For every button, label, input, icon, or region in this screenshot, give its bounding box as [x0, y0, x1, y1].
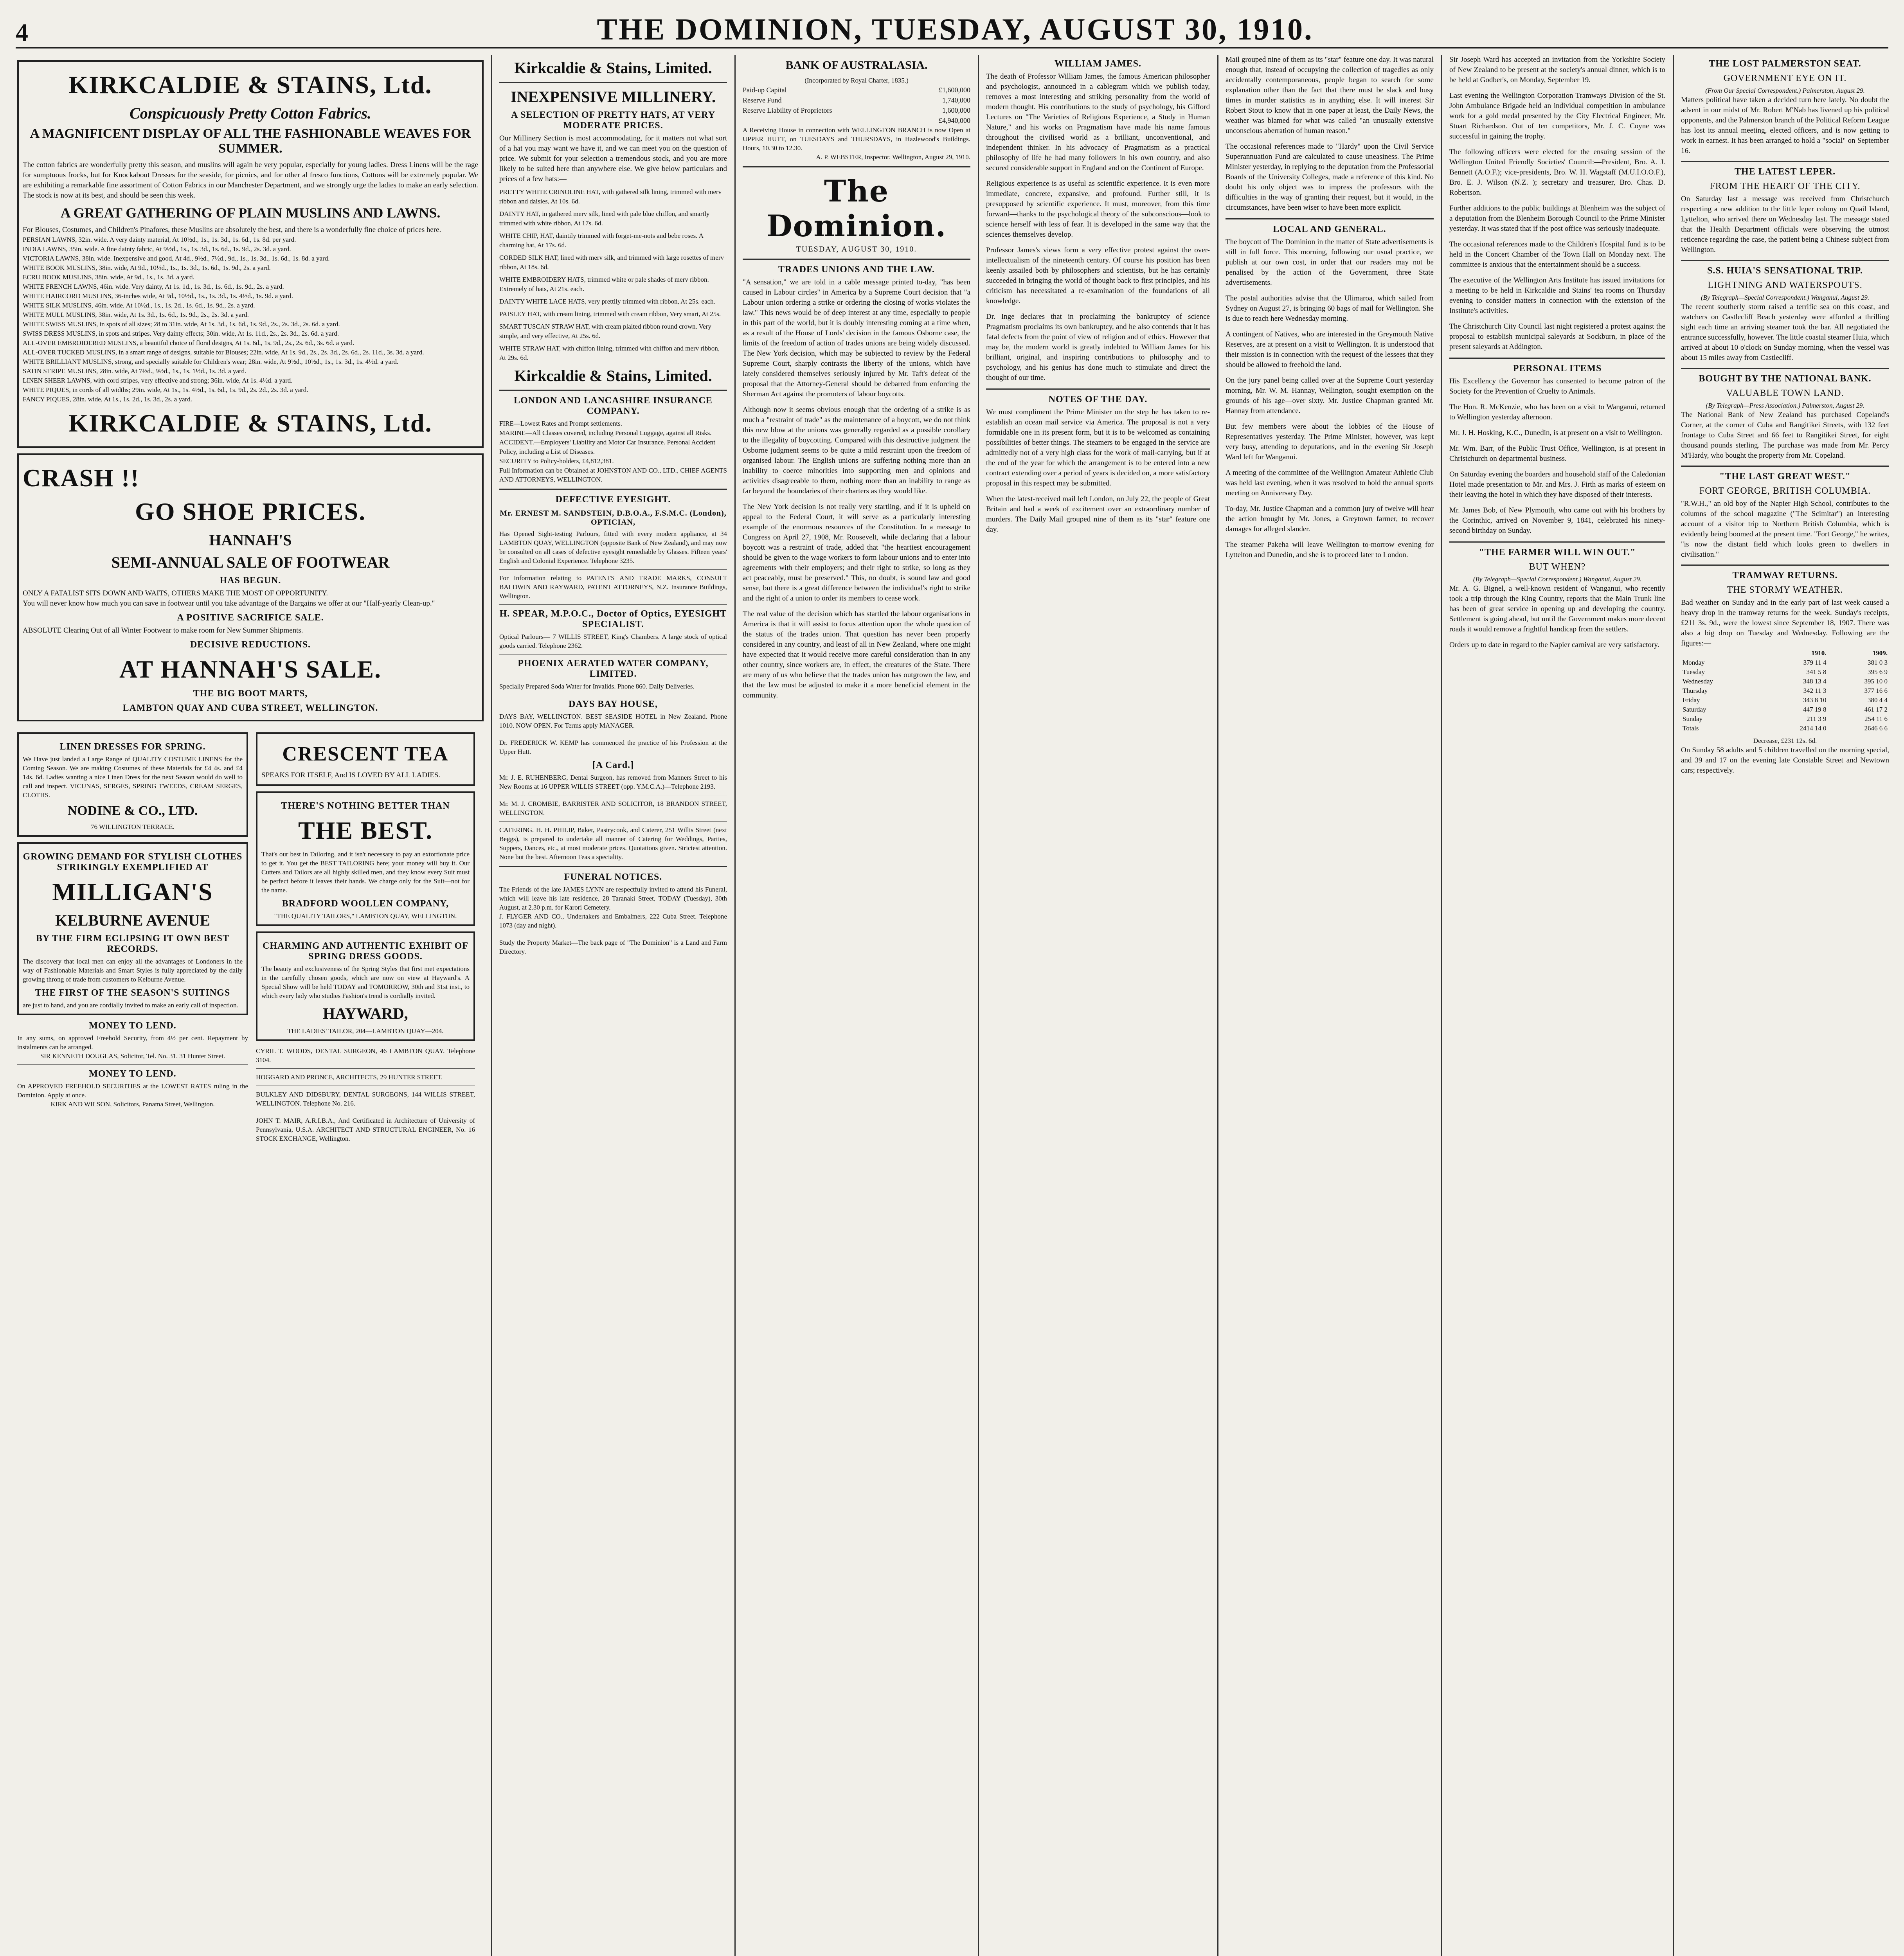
notes-body — [986, 407, 1210, 535]
price-line: WHITE BRILLIANT MUSLINS, strong, and specially suitable for Children's wear; 28in. wide, At 9½d., 10½d., 1s., 1s. 3d., 1s. 4½d. a yard. — [23, 358, 399, 365]
ruhenberg: Mr. J. E. RUHENBERG, Dental Surgeon, has removed from Manners Street to his New Rooms at 16 UPPER WILLIS STREET (opp. Y.M.C.A.)—Telephone 2193. — [499, 774, 727, 790]
hat-item: PRETTY WHITE CRINOLINE HAT, with gathered silk lining, trimmed with merv ribbon and daisies, At 10s. 6d. — [499, 188, 722, 205]
paragraph: Although now it seems obvious enough that the ordering of a strike is as much a "restraint of trade" as the maintenance of a boycott, we do not think this new blow at the unions was generally regarded as a possible corollary to the illegality of boycotting. Compared with this destructive judgment the Osborne judgment seems to be quite a mild restraint upon the freedom of organised labour. The English unions are suffering nothing more than an inability to coerce minorities into supporting men and opinions and activities disagreeable to them, nothing more than an inability to range as far beyond the boundaries of their charters as they would like. — [743, 406, 970, 495]
tram-sub: THE STORMY WEATHER. — [1727, 585, 1843, 595]
hayward-name: HAYWARD, — [323, 1005, 408, 1022]
paragraph: Sir Joseph Ward has accepted an invitation from the Yorkshire Society of New Zealand to be present at the society's annual dinner, which is to be held at Godber's, on Monday, September 19. — [1449, 56, 1665, 84]
bank-purchase-sub: VALUABLE TOWN LAND. — [1726, 388, 1844, 398]
millinery-firm-footer: Kirkcaldie & Stains, Limited. — [514, 367, 712, 385]
column-7 — [1675, 55, 1895, 1956]
first-body: are just to hand, and you are cordially invited to make an early call of inspection. — [23, 1001, 238, 1009]
kelburne: KELBURNE AVENUE — [55, 911, 211, 929]
insurance-heading: LONDON AND LANCASHIRE INSURANCE COMPANY. — [514, 396, 713, 416]
divider — [499, 821, 727, 822]
linen-body: We Have just landed a Large Range of QUALITY COSTUME LINENS for the Coming Season. We are making Costumes of these Materials for £4 4s. and £4 14s. 6d. Ladies wanting a nice Linen Dress for the next Season would do well to call and inspect. VICUNAS, SERGES, SPRING TWEEDS, CREAM SERGES, CLOTHS. — [23, 755, 243, 799]
column-5 — [1220, 55, 1439, 1956]
bank-row: Paid-up Capital £1,600,000 — [743, 86, 970, 94]
divider — [1681, 161, 1889, 162]
bradford-ad — [256, 791, 475, 926]
edition-date: TUESDAY, AUGUST 30, 1910. — [796, 245, 917, 253]
paragraph: Mr. Wm. Barr, of the Public Trust Office, Wellington, is at present in Christchurch on departmental business. — [1449, 444, 1665, 463]
price-line: ECRU BOOK MUSLINS, 38in. wide, At 9d., 1s., 1s. 3d. a yard. — [23, 273, 194, 281]
column-1-advertisements — [12, 55, 489, 1956]
divider — [256, 1068, 475, 1069]
price-line: WHITE HAIRCORD MUSLINS, 36-inches wide, At 9d., 10½d., 1s., 1s. 3d., 1s. 4½d., 1s. 9d. a yard. — [23, 292, 293, 300]
kirk-wilson: KIRK AND WILSON, Solicitors, Panama Street, Wellington. — [50, 1100, 215, 1108]
paragraph: Mail grouped nine of them as its "star" feature one day. It was natural enough that, instead of occupying the collection of tragedies as only accidentally contemporaneous, people began to search for some explanation other than the fact that there must be slack and busy times in murder statistics as in anything else. It will interest Sir Robert Stout to know that in one paper at least, the Daily News, the weather was blamed for what was called "an unusually extensive unconscious aberration of human reason." — [1226, 56, 1434, 135]
paragraph: Mr. James Bob, of New Plymouth, who came out with his brothers by the Corinthic, arrived on November 9, 1841, celebrated his ninety-second birthday on Sunday. — [1449, 506, 1665, 535]
insurance-item: FIRE—Lowest Rates and Prompt settlements. — [499, 420, 622, 427]
leader-heading: TRADES UNIONS AND THE LAW. — [778, 264, 935, 275]
james-heading: WILLIAM JAMES. — [1054, 59, 1142, 69]
bradford-sub: "THE QUALITY TAILORS," LAMBTON QUAY, WELLINGTON. — [274, 912, 457, 920]
millinery-intro: Our Millinery Section is most accommodating, for it matters not what sort of a hat you may want we have it, and we can meet you on the question of price. We submit for your selection a tremendous stock, and you are more likely to be suited here than anywhere else. We give below particulars and prices of a few hats:— — [499, 134, 727, 183]
table-row: Wednesday 348 13 4 395 10 0 — [1683, 678, 1888, 685]
huia-body: The recent southerly storm raised a terrific sea on this coast, and watchers on Castlecliff Beach yesterday were afforded a thrilling sight each time an arriving steamer took the bar. All negotiated the entrance successfully, however. The little coastal steamer Huia, which arrived at about 10 o'clock on Sunday morning, when the vessel was about 15 miles away from Castlecliff. — [1681, 303, 1889, 362]
divider — [499, 569, 727, 570]
west-body: "R.W.H.," an old boy of the Napier High School, contributes to the columns of the school magazine ("The Scimitar") an interesting account of a visitor trip to Northern British Columbia, which is evidently being boomed at the present time. "Fort George," he writes, "is now the distant field which looks green to dwellers in civilisation." — [1681, 500, 1889, 559]
best-body: That's our best in Tailoring, and it isn't necessary to pay an extortionate price to get it. You get the BEST TAILORING here; your money will buy it. Our Cutters and Tailors are all highly skilled men, and they know every Suit must be perfect before it leaves their hands. We charge only for the Suit—not for the name. — [261, 850, 470, 894]
price-line: WHITE BOOK MUSLINS, 38in. wide, At 9d., 10½d., 1s., 1s. 3d., 1s. 6d., 1s. 9d., 2s. a yard. — [23, 264, 271, 271]
kemp: Dr. FREDERICK W. KEMP has commenced the practice of his Profession at the Upper Hutt. — [499, 739, 727, 755]
insurance-item: MARINE—All Classes covered, including Personal Luggage, against all Risks. — [499, 429, 712, 437]
douglas: SIR KENNETH DOUGLAS, Solicitor, Tel. No. 31. 31 Hunter Street. — [40, 1052, 225, 1060]
farmer-heading: "THE FARMER WILL WIN OUT." — [1479, 547, 1636, 557]
column-rule — [491, 55, 492, 1956]
price-line: LINEN SHEER LAWNS, with cord stripes, very effective and strong; 36in. wide, At 1s. 4½d. a yard. — [23, 377, 293, 384]
divider — [986, 388, 1210, 390]
table-row: Sunday 211 3 9 254 11 6 — [1683, 715, 1888, 723]
divider — [499, 489, 727, 490]
bulkley-didsbury: BULKLEY AND DIDSBURY, DENTAL SURGEONS, 144 WILLIS STREET, WELLINGTON. Telephone No. 216. — [256, 1091, 475, 1107]
millinery-heading: INEXPENSIVE MILLINERY. — [511, 88, 716, 106]
divider — [499, 866, 727, 867]
eyesight-heading: DEFECTIVE EYESIGHT. — [555, 494, 671, 505]
divider — [499, 604, 727, 605]
tram-body: Bad weather on Sunday and in the early part of last week caused a heavy drop in the tramway returns for the week. Sunday's receipts, £211 3s. 9d., were the lowest since September 18, 1907. There was also a big drop on Tuesday and Wednesday. Following are the figures:— — [1681, 599, 1889, 647]
display-heading: A MAGNIFICENT DISPLAY OF ALL THE FASHIONABLE WEAVES FOR SUMMER. — [30, 126, 471, 156]
paragraph: The real value of the decision which has startled the labour organisations in America is that it will assist to focus attention upon the whole question of the status of the trades union. That question has never been properly considered in any country, and least of all in New Zealand, where one might have expected that it would receive more careful consideration than in any other country, since workers are, in effect, the creatures of the State. There are many of us who believe that the trades union has outgrown the law, and that the law must be adjusted to make it a more beneficial element in the community. — [743, 610, 970, 699]
divider — [17, 1064, 248, 1065]
price-line: FANCY PIQUES, 28in. wide, At 1s., 1s. 2d., 1s. 3d., 2s. a yard. — [23, 396, 193, 403]
divider — [743, 259, 970, 260]
john-mair: JOHN T. MAIR, A.R.I.B.A., And Certificated in Architecture of University of Pennsylvania, U.S.A. ARCHITECT AND STRUCTURAL ENGINEER, No. 16 STOCK EXCHANGE, Wellington. — [256, 1117, 475, 1142]
firm-eclipsing: BY THE FIRM ECLIPSING IT OWN BEST RECORDS. — [36, 933, 229, 954]
paragraph: We must compliment the Prime Minister on the step he has taken to re-establish an ocean mail service via America. The proposal is not a very formidable one in its present form, but it is to be welcomed as containing possibilities of better things. The steamers to be engaged in the service are admittedly not of a very high class for the work of mail-carrying, but if at the end of the year for which the arrangement is to be entered into a new contract extending over a period of years is decided on, a more satisfactory proposal in this respect may be submitted. — [986, 408, 1210, 487]
table-row: Totals 2414 14 0 2646 6 6 — [1683, 725, 1888, 732]
best-small: THERE'S NOTHING BETTER THAN — [281, 801, 450, 811]
notes-continued — [1226, 55, 1434, 213]
charming-body: The beauty and exclusiveness of the Spring Styles that first met expectations in the carefully chosen goods, which are now on view at Hayward's. A Special Show will be held TODAY and TOMORROW, 30th and 31st inst., to which every lady who studies Fashion's trend is cordially invited. — [261, 965, 470, 1000]
patents: For Information relating to PATENTS AND TRADE MARKS, CONSULT BALDWIN AND RAYWARD, PATENT ATTORNEYS, N.Z. Insurance Buildings, Wellington. — [499, 574, 727, 600]
insurance-info: Full Information can be Obtained at JOHNSTON AND CO., LTD., CHIEF AGENTS AND ATTORNEYS, WELLINGTON. — [499, 467, 727, 483]
bank-capital-table — [743, 85, 970, 126]
divider — [1449, 358, 1665, 359]
sandstein-body: Has Opened Sight-testing Parlours, fitted with every modern appliance, at 34 LAMBTON QUAY, WELLINGTON (opposite Bank of New Zealand), and may now be consulted on all cases of defective eyesight remediable by Glasses. Fifteen years' English and Colonial Experience. Telephone 3235. — [499, 530, 727, 565]
hannah-sale-title: SEMI-ANNUAL SALE OF FOOTWEAR — [111, 554, 390, 571]
james-body — [986, 72, 1210, 383]
paragraph: Last evening the Wellington Corporation Tramways Division of the St. John Ambulance Brigade held an individual competition in ambulance work for a gold medal presented by the City Electrical Engineer, Mr. Stuart Richardson. Out of ten competitors, Mr. J. C. Coyne was successful in gaining the trophy. — [1449, 92, 1665, 140]
money-2-body: On APPROVED FREEHOLD SECURITIES at the LOWEST RATES ruling in the Dominion. Apply at once. — [17, 1082, 248, 1099]
paragraph: On the jury panel being called over at the Supreme Court yesterday morning, Mr. W. M. Hannay, Wellington, sought exemption on the grounds of his age—over sixty. Mr. Justice Chapman granted Mr. Hannay from attendance. — [1226, 376, 1434, 415]
hoggard-pronce: HOGGARD AND PRONCE, ARCHITECTS, 29 HUNTER STREET. — [256, 1073, 443, 1081]
paragraph: Further additions to the public buildings at Blenheim was the subject of a deputation from the Blenheim Borough Council to the Prime Minister yesterday. It was stated that if the post office was seriously inadequate. — [1449, 204, 1665, 233]
paragraph: The New York decision is not really very startling, and if it is upheld on appeal to the Federal Court, it will serve as a particularly interesting example of the enormous resources of the Constitution. In a message to Congress on April 27, 1908, Mr. Roosevelt, while declaring that a labour boycott was a restraint of trade, added that "the heartiest encouragement should be given to the wage workers to form labour unions and to enter into agreements with their employers; and their right to strike, so long as they act peaceably, must be preserved." This, no doubt, is sound law and good sense, but there is a great difference between the individual's right to strike and the right of a union to order its members to cease work. — [743, 503, 970, 602]
divider — [1681, 565, 1889, 566]
paragraph: The Christchurch City Council last night registered a protest against the proposal to establish municipal saleyards at Sockburn, in place of the present saleyards at Addington. — [1449, 322, 1665, 351]
funeral-body: The Friends of the late JAMES LYNN are respectfully invited to attend his Funeral, which will leave his late residence, 28 Taranaki Street, TODAY (Tuesday), 30th August, at 2.30 p.m. for Karori Cemetery. — [499, 886, 727, 911]
divider — [499, 390, 727, 391]
lost-heading: THE LOST PALMERSTON SEAT. — [1709, 59, 1861, 69]
hannah-body-4: ABSOLUTE Clearing Out of all Winter Footwear to make room for New Summer Shipments. — [23, 626, 303, 635]
paragraph: The steamer Pakeha will leave Wellington to-morrow evening for Lyttelton and Dunedin, and she is to proceed later to London. — [1226, 541, 1434, 559]
price-line: INDIA LAWNS, 35in. wide. A fine dainty fabric, At 9½d., 1s., 1s. 3d., 1s. 6d., 1s. 9d., 2s. 3d. a yard. — [23, 245, 291, 253]
crescent-tea-ad — [256, 732, 475, 786]
milligan-body: The discovery that local men can enjoy all the advantages of Londoners in the way of Fashionable Materials and Smart Styles is fully appreciated by the daily growing throng of trade from customers to Kelburne Avenue. — [23, 958, 243, 983]
spear-body: Optical Parlours— 7 WILLIS STREET, King's Chambers. A large stock of optical goods carried. Telephone 2362. — [499, 633, 727, 649]
masthead — [16, 12, 1888, 49]
linen-dresses-ad — [17, 732, 248, 837]
hannah-address: LAMBTON QUAY AND CUBA STREET, WELLINGTON. — [122, 703, 378, 713]
milligan-ad — [17, 842, 248, 1015]
hat-item: DAINTY HAT, in gathered merv silk, lined with pale blue chiffon, and smartly trimmed with white ribbon, At 17s. 6d. — [499, 210, 710, 227]
phoenix-body: Specially Prepared Soda Water for Invalids. Phone 860. Daily Deliveries. — [499, 683, 695, 690]
hannah-marts: THE BIG BOOT MARTS, — [193, 689, 308, 699]
hat-item: DAINTY WHITE LACE HATS, very prettily trimmed with ribbon, At 25s. each. — [499, 298, 715, 305]
paragraph: The Hon. R. McKenzie, who has been on a visit to Wanganui, returned to Wellington yesterday afternoon. — [1449, 403, 1665, 421]
paragraph: The following officers were elected for the ensuing session of the Wellington United Friendly Societies' Council:—President, Bro. A. J. Bennett (A.O.F.); vice-presidents, Bro. W. H. Wagstaff (M.U.I.O.O.F.), Bro. E. J. Wilson (N.Z. ); secretary and treasurer, Bro. Chas. D. Robertson. — [1449, 148, 1665, 197]
tram-tail: On Sunday 58 adults and 5 children travelled on the morning special, and 39 and 17 on the evening late Constable Street and Newtown cars; respectively. — [1681, 746, 1889, 775]
divider — [1681, 368, 1889, 369]
column-rule — [734, 55, 736, 1956]
paragraph: Dr. Inge declares that in proclaiming the bankruptcy of science Pragmatism proclaims its own bankruptcy, and he also contends that it has fatal defects from the point of view of religion and of ethics. However that may be, the modern world is greatly indebted to William James for his brilliant, original, and inspiring contributions to philosophy and to psychology, and his genius has done much to stimulate and direct the thought of our time. — [986, 313, 1210, 382]
leader-body — [743, 277, 970, 701]
growing-demand: GROWING DEMAND FOR STYLISH CLOTHES STRIKINGLY EXEMPLIFIED AT — [23, 852, 243, 872]
money-to-lend-2: MONEY TO LEND. — [89, 1069, 176, 1079]
price-line: WHITE FRENCH LAWNS, 46in. wide. Very dainty, At 1s. 1d., 1s. 3d., 1s. 6d., 1s. 9d., 2s. a yard. — [23, 283, 284, 290]
leper-sub: FROM THE HEART OF THE CITY. — [1710, 181, 1861, 191]
study-property: Study the Property Market—The back page of "The Dominion" is a Land and Farm Directory. — [499, 939, 727, 955]
price-line: SATIN STRIPE MUSLINS, 28in. wide, At 7½d., 9½d., 1s., 1s. 1½d., 1s. 3d. a yard. — [23, 367, 247, 375]
bank-row: Reserve Fund 1,740,000 — [743, 96, 970, 104]
price-line: WHITE SWISS MUSLINS, in spots of all sizes; 28 to 31in. wide, At 1s. 3d., 1s. 6d., 1s. 9d., 2s., 2s. 3d., 2s. 6d. a yard. — [23, 320, 340, 328]
hat-item: PAISLEY HAT, with cream lining, trimmed with cream ribbon, Very smart, At 25s. — [499, 310, 721, 318]
firm-name: KIRKCALDIE & STAINS, Ltd. — [68, 71, 432, 99]
divider — [499, 82, 727, 83]
bank-sign: A. P. WEBSTER, Inspector. Wellington, August 29, 1910. — [816, 153, 970, 161]
best-big: THE BEST. — [298, 816, 433, 844]
huia-byline: (By Telegraph—Special Correspondent.) Wanganui, August 29. — [1701, 294, 1870, 301]
crombie: Mr. M. J. CROMBIE, BARRISTER AND SOLICITOR, 18 BRANDON STREET, WELLINGTON. — [499, 800, 727, 816]
insurance-item: SECURITY to Policy-holders, £4,812,381. — [499, 457, 614, 465]
paragraph: To-day, Mr. Justice Chapman and a common jury of twelve will hear the action brought by Mr. Jones, a Greytown farmer, to recover damages for alleged slander. — [1226, 505, 1434, 533]
page-number: 4 — [16, 18, 28, 46]
hat-item: WHITE EMBROIDERY HATS, trimmed white or pale shades of merv ribbon. Extremely of hats, At 21s. each. — [499, 276, 709, 293]
paragraph: "A sensation," we are told in a cable message printed to-day, "has been caused in Labour circles" in America by a Supreme Court decision that "a Labour union ordering a strike or ordering the closing of works violates the law." This news would be of deep interest at any time, especially to people in this part of the world, but it is doubly interesting coming at a time when, as a result of the House of Lords' decision in the famous Osborne case, the limits of the freedom of action of trades unions are being widely discussed. The New York decision, which may be subjected to review by the Federal Supreme Court, sharply contrasts the liberty of the unions, which have lately considered themselves seriously injured by Mr. Taft's defeat of the proposal that the Attorney-General should be debarred from enforcing the Sherman Act against the promoters of labour boycotts. — [743, 278, 970, 398]
farmer-sub: BUT WHEN? — [1529, 562, 1586, 572]
nodine-address: 76 WILLINGTON TERRACE. — [91, 823, 175, 831]
divider — [1681, 260, 1889, 261]
divider — [1449, 541, 1665, 543]
tram-decrease: Decrease, £231 12s. 6d. — [1753, 737, 1817, 744]
column-3 — [737, 55, 976, 1956]
hannah-begun: HAS BEGUN. — [220, 575, 281, 586]
paragraph: Mr. J. H. Hosking, K.C., Dunedin, is at present on a visit to Wellington. — [1449, 429, 1662, 437]
kirkcaldie-cotton-ad — [17, 60, 484, 448]
lost-body: Matters political have taken a decided turn here lately. No doubt the advent in our midst of Mr. Robert M'Nab has livened up his political opponents, and the Palmerston branch of the Political Reform League has lost its annual meeting, elected officers, and is now getting to work in earnest. It has been arranged to hold a "social" on September 16. — [1681, 96, 1889, 155]
paragraph: Religious experience is as useful as scientific experience. It is even more immediate, concrete, expansive, and profound. Further still, it is presupposed by scientific experience. It must, moreover, from this time forward—thanks to the psychological theory of the subconscious—look to science herself with less of fear. It is developed in the same way that the sciences themselves develop. — [986, 180, 1210, 239]
bank-purchase-heading: BOUGHT BY THE NATIONAL BANK. — [1699, 374, 1872, 384]
bradford-name: BRADFORD WOOLLEN COMPANY, — [282, 899, 449, 909]
philip-catering: CATERING. H. H. PHILIP, Baker, Pastrycook, and Caterer, 251 Willis Street (next Beggs), is prepared to undertake all manner of Catering for Weddings, Parties, Suppers, Dances, etc., at most moderate prices. Quotations given. Strictest attention. None but the best. Afternoon Teas a speciality. — [499, 826, 727, 861]
col1-split — [17, 727, 484, 1143]
price-line: WHITE PIQUES, in cords of all widths; 29in. wide, At 1s., 1s. 4½d., 1s. 6d., 1s. 9d., 2s. 2d., 2s. 3d. a yard. — [23, 386, 308, 394]
paragraph: The occasional references made to "Hardy" upon the Civil Service Superannuation Fund are calculated to cause uneasiness. The Prime Minister yesterday, in replying to the deputation from the Professorial Boards of the University Colleges, made a reference of this kind. No doubt his only object was to impress the professors with the difficulties in the way of granting their request, but it would, in the circumstances, have been wiser to have been more explicit. — [1226, 142, 1434, 212]
hat-item: CORDED SILK HAT, lined with merv silk, and trimmed with large rosettes of merv ribbon, At 18s. 6d. — [499, 254, 724, 271]
col1-right — [256, 727, 475, 1143]
paragraph: Orders up to date in regard to the Napier carnival are very satisfactory. — [1449, 641, 1659, 649]
farmer-body — [1449, 584, 1665, 650]
column-rule — [1673, 55, 1674, 1956]
hat-item: SMART TUSCAN STRAW HAT, with cream plaited ribbon round crown. Very simple, and very effective, At 25s. 6d. — [499, 323, 711, 340]
paragraph: Professor James's views form a very effective protest against the over-intellectualism of the nineteenth century. Of course his position has been keenly assailed both by philosophers and scientists, but he has certainly succeeded in bringing the world of thought back to first principles, and his criticism has necessitated a re-examination of the foundations of all knowledge. — [986, 246, 1210, 305]
lost-sub: GOVERNMENT EYE ON IT. — [1723, 73, 1847, 83]
price-line: ALL-OVER EMBROIDERED MUSLINS, a beautiful choice of floral designs, At 1s. 6d., 1s. 9d., 2s., 2s. 6d., 3s. 6d. a yard. — [23, 339, 355, 347]
millinery-sub: A SELECTION OF PRETTY HATS, AT VERY MODERATE PRICES. — [511, 110, 716, 131]
lost-byline: (From Our Special Correspondent.) Palmerston, August 29. — [1705, 87, 1865, 94]
masthead-title: THE DOMINION, TUESDAY, AUGUST 30, 1910. — [597, 12, 1314, 46]
personal-body — [1449, 376, 1665, 536]
paragraph: The executive of the Wellington Arts Institute has issued invitations for a meeting to be held in Kirkcaldie and Stains' tea rooms on Thursday evening to consider matters in connection with the extension of the Institute's activities. — [1449, 276, 1665, 315]
table-row: Thursday 342 11 3 377 16 6 — [1683, 687, 1888, 694]
local-body — [1226, 237, 1434, 560]
price-line: PERSIAN LAWNS, 32in. wide. A very dainty material, At 10½d., 1s., 1s. 3d., 1s. 6d., 1s. 8d. per yard. — [23, 236, 296, 243]
column-6 — [1444, 55, 1671, 1956]
paragraph: The postal authorities advise that the Ulimaroa, which sailed from Sydney on August 27, is bringing 60 bags of mail for Wellington. She is due to reach here Wednesday morning. — [1226, 294, 1434, 323]
crash-heading: CRASH !! — [23, 464, 140, 492]
huia-heading: S.S. HUIA'S SENSATIONAL TRIP. — [1707, 266, 1863, 276]
paragraph: The occasional references made to the Children's Hospital fund is to be held in the Concert Chamber of the Town Hall on Monday next. The committee is anxious that the entertainment should be a success. — [1449, 240, 1665, 269]
cyril-woods: CYRIL T. WOODS, DENTAL SURGEON, 46 LAMBTON QUAY. Telephone 3104. — [256, 1047, 475, 1064]
paragraph: A contingent of Natives, who are interested in the Greymouth Native Reserves, are at present on a visit to Wellington. It is understood that their mission is in connection with the request of the lessees that they should be allowed to freehold the land. — [1226, 330, 1434, 369]
charming-heading: CHARMING AND AUTHENTIC EXHIBIT OF SPRING DRESS GOODS. — [263, 941, 468, 962]
col1-left — [17, 727, 248, 1143]
notes-heading: NOTES OF THE DAY. — [1048, 394, 1148, 405]
paragraph: When the latest-received mail left London, on July 22, the people of Great Britain and had a week of excitement over an extraordinary number of murders. The Daily Mail grouped nine of them as its "star" feature one day. — [986, 495, 1210, 534]
tram-heading: TRAMWAY RETURNS. — [1732, 570, 1838, 581]
huia-sub: LIGHTNING AND WATERSPOUTS. — [1708, 280, 1863, 290]
column-4 — [981, 55, 1215, 1956]
bank-heading: BANK OF AUSTRALASIA. — [785, 59, 928, 72]
column-rule — [1217, 55, 1218, 1956]
bank-purchase-body: The National Bank of New Zealand has purchased Copeland's Corner, at the corner of Cuba and Rangitikei Streets, with 132 feet frontage to Cuba Street and 66 feet to Rangitikei Street, for eight thousand pounds sterling. The purchase was made from Mr. Percy M'Hardy, who bought the property from Mr. Copeland. — [1681, 411, 1889, 460]
tram-returns-table — [1681, 649, 1889, 733]
table-row: Monday 379 11 4 381 0 3 — [1683, 659, 1888, 666]
insurance-item: ACCIDENT.—Employers' Liability and Motor Car Insurance. Personal Accident Policy, including a List of Diseases. — [499, 439, 715, 455]
card-label: [A Card.] — [592, 760, 634, 770]
hannah-shoe-ad — [17, 453, 484, 721]
farmer-byline: (By Telegraph—Special Correspondent.) Wanganui, August 29. — [1473, 575, 1642, 583]
paragraph: His Excellency the Governor has consented to become patron of the Society for the Prevention of Cruelty to Animals. — [1449, 377, 1665, 396]
column-2 — [494, 55, 732, 1956]
divider — [1226, 218, 1434, 219]
divider — [1681, 466, 1889, 467]
bank-row: £4,940,000 — [939, 117, 970, 124]
table-header-row: 1910. 1909. — [1811, 649, 1888, 657]
column-rule — [978, 55, 979, 1956]
phoenix-name: PHOENIX AERATED WATER COMPANY, LIMITED. — [518, 658, 709, 679]
bank-purchase-byline: (By Telegraph—Press Association.) Palmerston, August 29. — [1706, 402, 1864, 409]
firm-name-footer: KIRKCALDIE & STAINS, Ltd. — [68, 409, 432, 437]
hannah-body-5: DECISIVE REDUCTIONS. — [190, 640, 311, 650]
tea-heading: CRESCENT TEA — [282, 743, 449, 765]
days-body: DAYS BAY, WELLINGTON. BEST SEASIDE HOTEL in New Zealand. Phone 1010. NOW OPEN. For Terms apply MANAGER. — [499, 713, 727, 729]
price-list — [23, 235, 478, 404]
leper-body: On Saturday last a message was received from Christchurch respecting a new addition to the little leper colony on Quail Island, Lyttelton, who arrived there on Wednesday last. The message stated that the Health Department officials were observing the utmost reticence regarding the case, the patient being a Chinese subject from Wellington. — [1681, 195, 1889, 254]
local-heading: LOCAL AND GENERAL. — [1273, 224, 1386, 234]
linen-heading: LINEN DRESSES FOR SPRING. — [59, 742, 206, 752]
personal-heading: PERSONAL ITEMS — [1513, 363, 1602, 374]
table-row: Tuesday 341 5 8 395 6 9 — [1683, 668, 1888, 676]
leper-heading: THE LATEST LEPER. — [1734, 167, 1836, 177]
muslin-heading: A GREAT GATHERING OF PLAIN MUSLINS AND LAWNS. — [60, 205, 441, 221]
paragraph: Mr. A. G. Bignel, a well-known resident of Wanganui, who recently took a trip through the King Country, reports that the Main Trunk line has been of great service in opening up and developing the country. Settlement is going ahead, but until the Government makes more decent roads it would remove a frightful handicap from the settlers. — [1449, 584, 1665, 633]
hayward-ad — [256, 931, 475, 1041]
dominion-logo: The Dominion. — [766, 174, 947, 243]
price-line: VICTORIA LAWNS, 38in. wide. Inexpensive and good, At 4d., 9½d., 7½d., 9d., 1s., 1s. 3d., 1s. 6d., 1s. 8d. a yard. — [23, 255, 330, 262]
bank-row: Reserve Liability of Proprietors 1,600,000 — [743, 106, 970, 114]
west-sub: FORT GEORGE, BRITISH COLUMBIA. — [1699, 486, 1871, 496]
spear-name: H. SPEAR, M.P.O.C., Doctor of Optics, EYESIGHT SPECIALIST. — [499, 609, 727, 629]
milligan-name: MILLIGAN'S — [52, 878, 213, 906]
masthead-spacer — [1882, 18, 1888, 47]
millinery-firm: Kirkcaldie & Stains, Limited. — [514, 59, 712, 77]
west-heading: "THE LAST GREAT WEST." — [1719, 471, 1851, 482]
sandstein-name: Mr. ERNEST M. SANDSTEIN, D.B.O.A., F.S.M.C. (London), OPTICIAN, — [500, 509, 727, 527]
hayward-sub: THE LADIES' TAILOR, 204—LAMBTON QUAY—204. — [287, 1027, 444, 1035]
bank-body: A Receiving House in connection with WELLINGTON BRANCH is now Open at UPPER HUTT, on TUESDAYS and THURSDAYS, in Hazlewood's Buildings. Hours, 10.30 to 12.30. — [743, 126, 970, 152]
first-season: THE FIRST OF THE SEASON'S SUITINGS — [35, 988, 230, 998]
price-line: SWISS DRESS MUSLINS, in spots and stripes. Very dainty effects; 30in. wide, At 1s. 11d., 2s., 2s. 3d., 2s. 6d. a yard. — [23, 330, 339, 337]
cotton-heading: Conspicuously Pretty Cotton Fabrics. — [130, 104, 371, 122]
days-bay: DAYS BAY HOUSE, — [569, 699, 658, 709]
price-line: ALL-OVER TUCKED MUSLINS, in a smart range of designs, suitable for Blouses; 22in. wide, At 1s. 9d., 2s., 2s. 3d., 2s. 6d., 2s. 11d., 3s. 3d. a yard. — [23, 349, 424, 356]
hannah-body: ONLY A FATALIST SITS DOWN AND WAITS, OTHERS MAKE THE MOST OF OPPORTUNITY. — [23, 589, 328, 597]
hannah-body-3: A POSITIVE SACRIFICE SALE. — [177, 613, 324, 623]
paragraph: On Saturday evening the boarders and household staff of the Caledonian Hotel made presentation to Mr. and Mrs. J. Firth as marks of esteem on their leaving the hotel in which they have disposed of their interests. — [1449, 470, 1665, 499]
flyger: J. FLYGER AND CO., Undertakers and Embalmers, 222 Cuba Street. Telephone 1073 (day and night). — [499, 913, 727, 929]
hannah-body-2: You will never know how much you can save in footwear until you take advantage of the Bargains we offer at our "Half-yearly Clean-up." — [23, 599, 435, 608]
muslin-intro: For Blouses, Costumes, and Children's Pinafores, these Muslins are absolutely the best, and there is a wonderfully fine choice of prices here. — [23, 226, 441, 234]
hannah-name: HANNAH'S — [209, 531, 292, 549]
price-line: WHITE MULL MUSLINS, 38in. wide, At 1s. 3d., 1s. 6d., 1s. 9d., 2s., 2s. 3d. a yard. — [23, 311, 249, 318]
hat-item: WHITE STRAW HAT, with chiffon lining, trimmed with chiffon and merv ribbon, At 29s. 6d. — [499, 345, 720, 361]
hat-item: WHITE CHIP, HAT, daintily trimmed with forget-me-nots and bebe roses. A charming hat, At 17s. 6d. — [499, 232, 704, 249]
cotton-intro: The cotton fabrics are wonderfully pretty this season, and muslins will again be very popular, especially for young ladies. Dress Linens will be the rage for sumptuous frocks, but for Knockabout Dresses for the seaside, for picnics, and for other al fresco functions, Cottons will be extremely popular. We are exhibiting a remarkable fine assortment of Cotton Fabrics in our Manchester Department, and we strongly urge the ladies to make an early selection. The stock is now at its best, and should be seen this week. — [23, 161, 478, 200]
divider — [743, 166, 970, 167]
paragraph: But few members were about the lobbies of the House of Representatives yesterday. The Prime Minister, however, was kept very busy, attending to deputations, and in the evening Sir Joseph Ward left for Wanganui. — [1226, 422, 1434, 461]
hannah-sale: AT HANNAH'S SALE. — [119, 655, 382, 683]
money-to-lend-1: MONEY TO LEND. — [89, 1021, 176, 1031]
paragraph: A meeting of the committee of the Wellington Amateur Athletic Club was held last evening, when it was resolved to hold the annual sports meeting on Anniversary Day. — [1226, 469, 1434, 497]
paragraph: The death of Professor William James, the famous American philosopher and psychologist, announced in a cablegram which we publish today, removes a most interesting and striking personality from the world of modern thought. His contributions to the study of psychology, his Gifford Lectures on "The Varieties of Religious Experience, a Study in Human Nature," and his works on Pragmatism have made his name famous throughout the civilised world as a brilliant, unconventional, and independent thinker. In his advocacy of Pragmatism as a practical philosophy of life he had many followers in his own country, and also secured considerable support in England and on the Continent of Europe. — [986, 72, 1210, 172]
crash-sub: GO SHOE PRICES. — [135, 498, 366, 525]
price-line: WHITE SILK MUSLINS, 46in. wide, At 10½d., 1s., 1s. 2d., 1s. 6d., 1s. 9d., 2s. a yard. — [23, 302, 255, 309]
table-row: Friday 343 8 10 380 4 4 — [1683, 696, 1888, 704]
funeral-heading: FUNERAL NOTICES. — [564, 872, 662, 882]
bank-sub: (Incorporated by Royal Charter, 1835.) — [804, 77, 909, 84]
nodine-name: NODINE & CO., LTD. — [67, 804, 198, 818]
table-row: Saturday 447 19 8 461 17 2 — [1683, 706, 1888, 713]
tea-body: SPEAKS FOR ITSELF, And IS LOVED BY ALL LADIES. — [261, 771, 441, 779]
paragraph: The boycott of The Dominion in the matter of State advertisements is still in full force. This morning, following our usual practice, we publish at our own cost, in order that our readers may not be penalised by the action of the Government, three State advertisements. — [1226, 238, 1434, 287]
money-1-body: In any sums, on approved Freehold Security, from 4½ per cent. Repayment by instalments can be arranged. — [17, 1034, 248, 1051]
column-rule — [1441, 55, 1442, 1956]
local-continued — [1449, 55, 1665, 352]
